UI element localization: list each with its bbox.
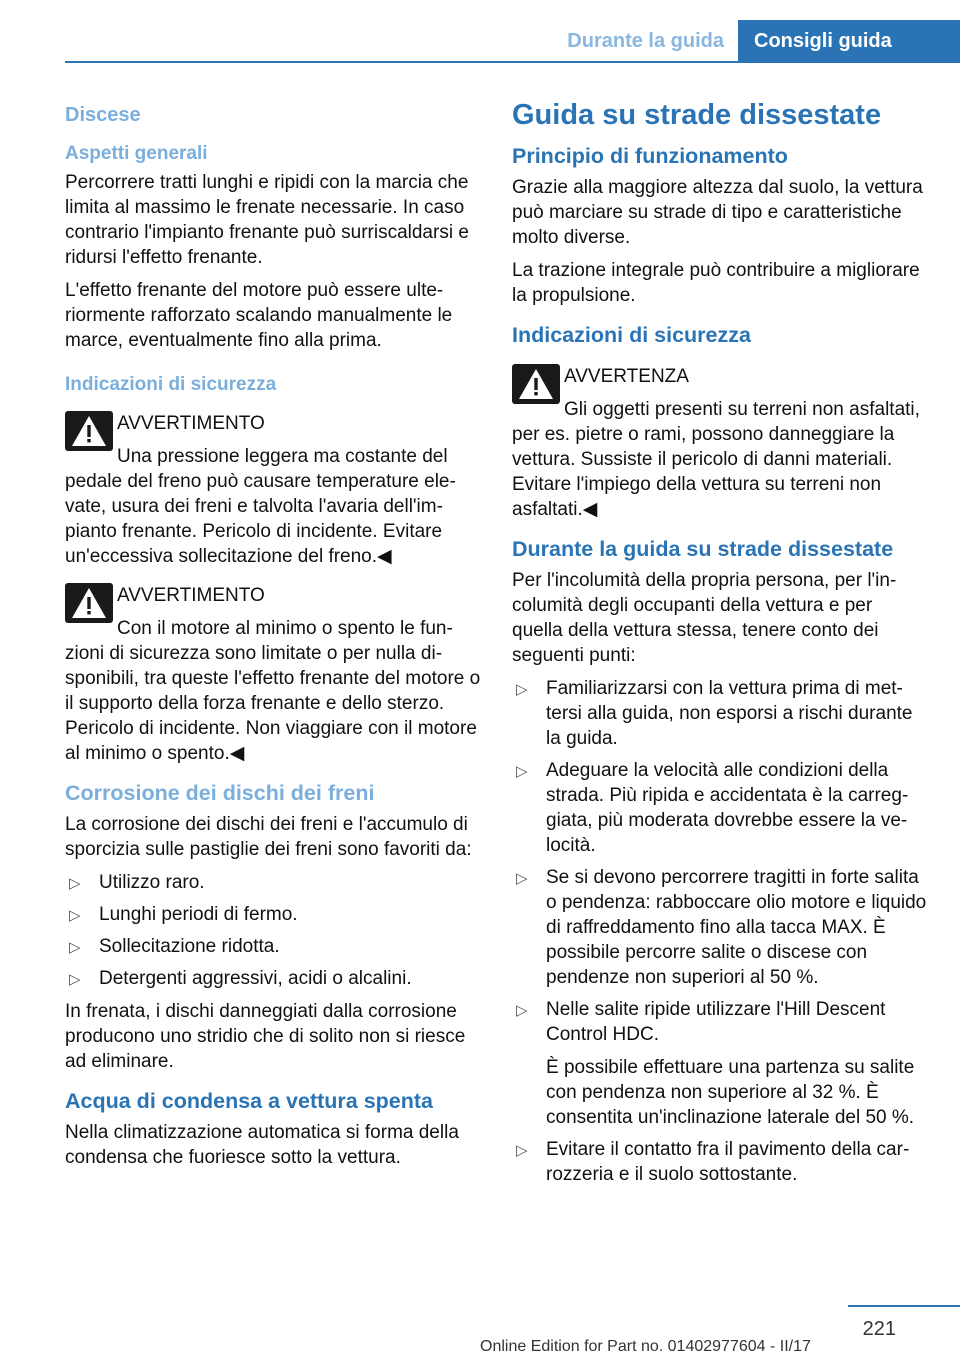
list-item bbox=[65, 934, 481, 959]
paragraph: Per l'incolumità della propria persona, per l'incolumità degli occupanti della vettura e per quella della vettura stessa, tenere conto dei seguenti punti: bbox=[512, 569, 897, 666]
paragraph: La corrosione dei dischi dei freni e l'accumulo di sporcizia sulle pastiglie dei freni sono favoriti da: bbox=[65, 814, 472, 861]
warning-box bbox=[65, 583, 481, 766]
list-item bbox=[512, 997, 928, 1130]
list-item-text: Familiarizzarsi con la vettura prima di mettersi alla guida, non esporsi a rischi durante la guida. bbox=[546, 677, 913, 749]
triangle-bullet-icon: ▷ bbox=[516, 1001, 528, 1019]
heading-corrosione: Corrosione dei dischi dei freni bbox=[65, 781, 375, 806]
warning-title: AVVERTIMENTO bbox=[117, 413, 265, 435]
heading-principio: Principio di funzionamento bbox=[512, 143, 788, 168]
left-column bbox=[65, 98, 481, 1178]
triangle-bullet-icon: ▷ bbox=[69, 939, 81, 957]
heading-guida-strade-dissestate: Guida su strade dissestate bbox=[512, 99, 882, 131]
triangle-bullet-icon: ▷ bbox=[69, 907, 81, 925]
page-header bbox=[0, 0, 960, 62]
warning-triangle-icon bbox=[65, 583, 113, 623]
paragraph: L'effetto frenante del motore può essere ulteriormente rafforzato scalando manualmente le marce, eventualmente fino alla prima. bbox=[65, 279, 453, 351]
header-divider bbox=[65, 61, 960, 63]
list-item-text: Adeguare la velocità alle condizioni della strada. Più ripida e accidentata è la carreggiata, più moderata dovrebbe essere la velocità. bbox=[546, 759, 909, 856]
footer-edition: Online Edition for Part no. 01402977604 - II/17 bbox=[480, 1338, 811, 1355]
list-item bbox=[512, 1137, 928, 1187]
heading-durante-guida: Durante la guida su strade dissestate bbox=[512, 536, 894, 561]
heading-aspetti-generali: Aspetti generali bbox=[65, 143, 208, 164]
heading-indicazioni-sicurezza: Indicazioni di sicurezza bbox=[65, 373, 277, 395]
list-item bbox=[65, 870, 481, 895]
warning-box bbox=[65, 411, 481, 569]
triangle-bullet-icon: ▷ bbox=[69, 875, 81, 893]
warning-triangle-icon bbox=[65, 411, 113, 451]
header-section-title: Durante la guida bbox=[567, 30, 724, 52]
list-item-text: Se si devono percorrere tragitti in forte salita o pendenza: rabboccare olio motore e liquido di raffreddamento fino alla tacca MAX. È possibile percorre salite o discese con pendenze non superiori al 50 %. bbox=[546, 866, 927, 988]
triangle-bullet-icon: ▷ bbox=[516, 1141, 528, 1159]
right-column bbox=[512, 98, 928, 1195]
list-item bbox=[512, 758, 928, 858]
paragraph: Nella climatizzazione automatica si forma della condensa che fuoriesce sotto la vettura. bbox=[65, 1122, 459, 1169]
warning-text: Una pressione leggera ma costante del pedale del freno può causare temperature elevate, usura dei freni e talvolta l'avaria dell'impianto frenante. Pericolo di incidente. Evitare un'eccessiva sollecitazione del freno.◀ bbox=[65, 446, 456, 568]
list-item-text: Detergenti aggressivi, acidi o alcalini. bbox=[99, 968, 412, 990]
warning-triangle-icon bbox=[512, 364, 560, 404]
warning-text: Con il motore al minimo o spento le funzioni di sicurezza sono limitate o per nulla disponibili, tra queste l'effetto frenante del motore o il supporto della forza frenante e dello sterzo. Pericolo di incidente. Non viaggiare con il motore al minimo o spento.◀ bbox=[65, 618, 481, 765]
paragraph: La trazione integrale può contribuire a migliorare la propulsione. bbox=[512, 259, 920, 306]
page-number: 221 bbox=[862, 1318, 896, 1340]
triangle-bullet-icon: ▷ bbox=[69, 971, 81, 989]
heading-acqua-condensa: Acqua di condensa a vettura spenta bbox=[65, 1089, 433, 1114]
paragraph: In frenata, i dischi danneggiati dalla corrosione producono uno stridio che di solito non si riesce ad eliminare. bbox=[65, 1001, 466, 1073]
list-item-subparagraph: È possibile effettuare una partenza su salite con pendenza non superiore al 32 %. È consentita un'inclinazione laterale del 50 %. bbox=[546, 1056, 915, 1128]
triangle-bullet-icon: ▷ bbox=[516, 680, 528, 698]
list-item bbox=[65, 902, 481, 927]
warning-title: AVVERTENZA bbox=[564, 365, 689, 387]
list-item-text: Lunghi periodi di fermo. bbox=[99, 904, 298, 926]
list-item-text: Utilizzo raro. bbox=[99, 872, 205, 894]
footer-divider bbox=[848, 1305, 960, 1307]
warning-title: AVVERTIMENTO bbox=[117, 585, 265, 607]
heading-discese: Discese bbox=[65, 104, 141, 126]
paragraph: Grazie alla maggiore altezza dal suolo, la vettura può marciare su strade di tipo e caratteristiche molto diverse. bbox=[512, 176, 923, 248]
list-item-text: Evitare il contatto fra il pavimento della carrozzeria e il suolo sottostante. bbox=[546, 1138, 910, 1185]
list-item-text: Nelle salite ripide utilizzare l'Hill Descent Control HDC. bbox=[546, 998, 886, 1045]
list-item-text: Sollecitazione ridotta. bbox=[99, 936, 280, 958]
bullet-list bbox=[512, 676, 928, 1187]
heading-indicazioni-sicurezza: Indicazioni di sicurezza bbox=[512, 322, 751, 347]
list-item bbox=[65, 966, 481, 991]
list-item bbox=[512, 865, 928, 990]
warning-box bbox=[512, 364, 928, 522]
triangle-bullet-icon: ▷ bbox=[516, 762, 528, 780]
paragraph: Percorrere tratti lunghi e ripidi con la marcia che limita al massimo le frenate necessarie. In caso contrario l'impianto frenante può surriscaldarsi e ridursi l'effetto frenante. bbox=[65, 171, 469, 268]
list-item bbox=[512, 676, 928, 751]
warning-text: Gli oggetti presenti su terreni non asfaltati, per es. pietre o rami, possono danneggiare la vettura. Sussiste il pericolo di danni materiali. Evitare l'impiego della vettura su terreni non asfaltati.◀ bbox=[512, 398, 920, 520]
triangle-bullet-icon: ▷ bbox=[516, 869, 528, 887]
bullet-list bbox=[65, 870, 481, 991]
header-chapter-tab: Consigli guida bbox=[738, 20, 960, 62]
